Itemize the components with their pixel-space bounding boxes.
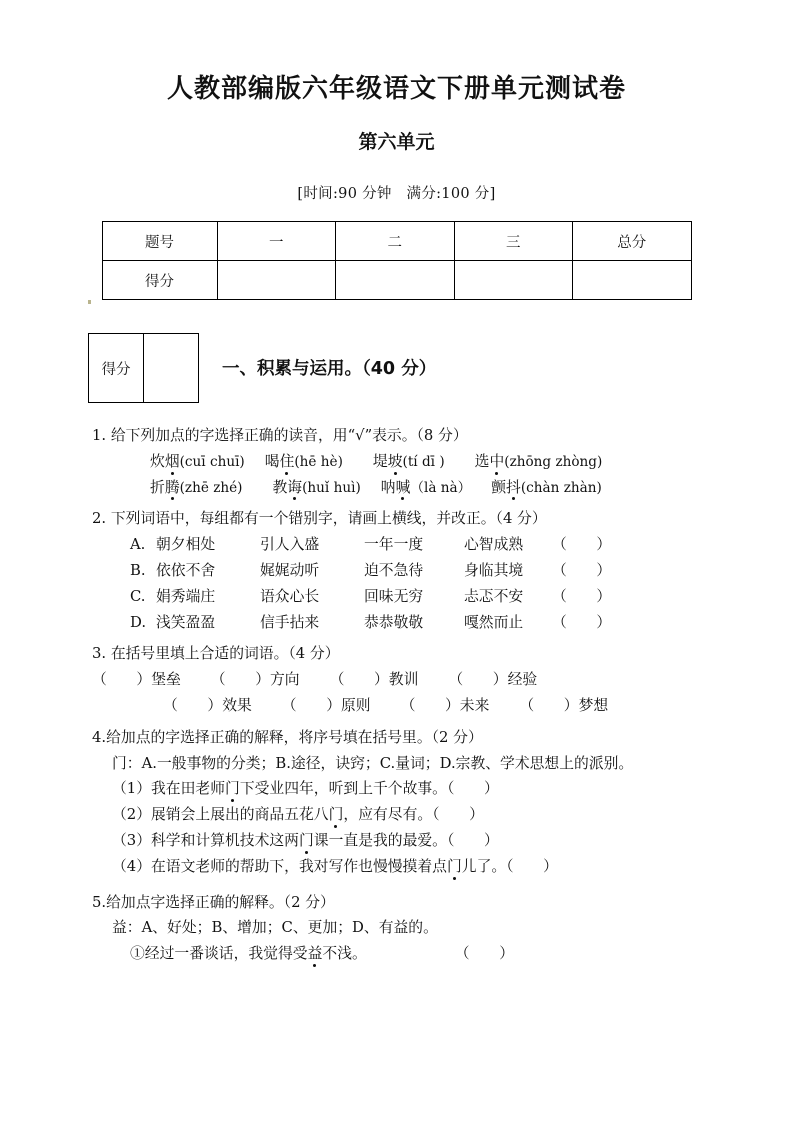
score-cell-2[interactable] bbox=[336, 261, 455, 300]
q4-item-4-answer[interactable]: （ ） bbox=[506, 857, 558, 875]
question-4-stem: 4.给加点的字选择正确的解释，将序号填在括号里。（2 分） bbox=[92, 728, 483, 746]
q5-item-1-answer[interactable]: （ ） bbox=[454, 945, 514, 963]
q2-option-d-item-1: 浅笑盈盈 bbox=[156, 613, 216, 631]
score-cell-4[interactable] bbox=[573, 261, 692, 300]
q2-option-a-item-1: 朝夕相处 bbox=[156, 536, 216, 554]
page-subtitle: 第六单元 bbox=[358, 131, 435, 153]
question-3-stem: 3. 在括号里填上合适的词语。（4 分） bbox=[92, 645, 340, 663]
q2-option-a-item-4: 心智成熟 bbox=[464, 536, 524, 554]
q1-item-3-pinyin[interactable]: (tí dī ) bbox=[402, 453, 445, 470]
q4-item-3-pre: （3）科学和计算机技术这两 bbox=[112, 831, 299, 849]
q2-option-c-tag: C. bbox=[130, 587, 146, 605]
q2-option-b-item-4: 身临其境 bbox=[464, 561, 524, 579]
q2-option-b-item-3: 迫不急待 bbox=[364, 561, 424, 579]
q2-option-d-answer[interactable]: （ ） bbox=[552, 613, 612, 631]
q1-item-4-pre: 选 bbox=[474, 452, 490, 470]
question-4-definition: 门：A.一般事物的分类；B.途径，诀窍；C.量词；D.宗教、学术思想上的派别。 bbox=[112, 754, 634, 772]
q2-option-a-tag: A. bbox=[130, 536, 146, 554]
q1-item-1-dotchar: 烟 bbox=[164, 452, 180, 470]
question-4-item-2 bbox=[0, 808, 793, 823]
q3-blank-6[interactable]: （ ）原则 bbox=[281, 696, 371, 714]
q1-item-2-pinyin[interactable]: (hē hè) bbox=[294, 453, 343, 470]
page-title: 人教部编版六年级语文下册单元测试卷 bbox=[166, 74, 626, 104]
q1-item-2-pre: 喝 bbox=[264, 452, 280, 470]
q1-item-3 bbox=[373, 453, 445, 470]
q1-item-2-dotchar: 住 bbox=[279, 452, 295, 470]
q3-blank-2[interactable]: （ ）方向 bbox=[210, 671, 300, 689]
question-2 bbox=[0, 512, 793, 630]
q1-item-7-pre: 呐 bbox=[380, 478, 396, 496]
section-score-label: 得分 bbox=[89, 334, 144, 402]
score-table-header-2: 二 bbox=[336, 222, 455, 261]
q1-item-4-dotchar: 中 bbox=[489, 452, 505, 470]
question-2-option-a bbox=[0, 538, 793, 553]
stray-ink-mark bbox=[88, 300, 91, 304]
question-2-option-b bbox=[0, 561, 793, 579]
q2-option-b-tag: B. bbox=[130, 561, 146, 579]
q1-item-5-pre: 折 bbox=[150, 478, 165, 496]
score-cell-1[interactable] bbox=[217, 261, 336, 300]
question-4-item-4 bbox=[0, 857, 793, 875]
q1-item-8 bbox=[491, 479, 602, 496]
q2-option-a-answer[interactable]: （ ） bbox=[552, 536, 612, 554]
score-table-header-4: 总分 bbox=[573, 222, 692, 261]
table-row bbox=[102, 222, 691, 261]
questions-container bbox=[0, 403, 793, 962]
q4-item-4-dotchar: 门 bbox=[446, 857, 462, 875]
question-2-option-d bbox=[0, 613, 793, 631]
score-cell-3[interactable] bbox=[454, 261, 573, 300]
q2-option-c-item-4: 忐忑不安 bbox=[464, 587, 524, 605]
q2-option-a-item-3: 一年一度 bbox=[364, 536, 424, 554]
q2-option-b-item-1: 依依不舍 bbox=[156, 561, 216, 579]
q2-option-d-item-4: 嘎然而止 bbox=[464, 613, 524, 631]
q1-item-6-pinyin[interactable]: (huǐ huì) bbox=[302, 479, 361, 496]
question-2-stem: 2. 下列词语中，每组都有一个错别字，请画上横线，并改正。（4 分） bbox=[92, 510, 547, 528]
q1-item-2 bbox=[265, 453, 343, 470]
q4-item-3-answer[interactable]: （ ） bbox=[446, 831, 499, 849]
q4-item-1-post: 下受业四年，听到上千个故事。 bbox=[239, 780, 447, 798]
section-score-value[interactable] bbox=[144, 334, 198, 402]
q4-item-1-dotchar: 门 bbox=[225, 780, 240, 798]
q1-item-4 bbox=[475, 453, 603, 470]
q1-item-3-dotchar: 坡 bbox=[387, 452, 403, 470]
q4-item-1-pre: （1）我在田老师 bbox=[112, 780, 225, 798]
section-score-box bbox=[88, 333, 199, 403]
question-4-item-3 bbox=[0, 831, 793, 849]
q4-item-2-answer[interactable]: （ ） bbox=[432, 806, 484, 824]
q4-item-2-dotchar: 门 bbox=[328, 806, 344, 824]
q2-option-a-item-2: 引人入盛 bbox=[260, 536, 320, 554]
question-3-row-1 bbox=[0, 673, 793, 688]
section-title: 一、积累与运用。（40 分） bbox=[222, 359, 437, 379]
q1-item-8-pinyin[interactable]: (chàn zhàn) bbox=[520, 479, 602, 496]
q2-option-c-answer[interactable]: （ ） bbox=[552, 587, 612, 605]
q5-item-1-post: 不浅。 bbox=[322, 945, 367, 963]
question-3 bbox=[0, 647, 793, 713]
q1-item-3-pre: 堤 bbox=[372, 452, 388, 470]
q1-item-5 bbox=[150, 479, 242, 496]
question-3-row-2 bbox=[0, 696, 793, 714]
question-4-item-1 bbox=[0, 782, 793, 797]
q1-item-7-dotchar: 喊 bbox=[395, 478, 411, 496]
q4-item-3-dotchar: 门 bbox=[298, 831, 314, 849]
question-5 bbox=[0, 893, 793, 963]
q5-item-1-pre: ①经过一番谈话，我觉得受 bbox=[130, 945, 308, 963]
q4-item-4-pre: （4）在语文老师的帮助下，我对写作也慢慢摸着点 bbox=[112, 857, 447, 875]
exam-meta-line: [时间:90 分钟 满分:100 分] bbox=[297, 186, 496, 202]
score-table-header-1: 一 bbox=[217, 222, 336, 261]
q2-option-d-tag: D. bbox=[130, 613, 147, 631]
section-header bbox=[0, 333, 793, 403]
table-row bbox=[102, 261, 691, 300]
q2-option-d-item-3: 恭恭敬敬 bbox=[364, 613, 424, 631]
q1-item-7 bbox=[381, 479, 471, 496]
q1-item-1-pinyin[interactable]: (cuī chuī) bbox=[179, 453, 245, 470]
q1-item-6 bbox=[272, 479, 360, 496]
q3-blank-4[interactable]: （ ）经验 bbox=[448, 671, 538, 689]
question-5-item-1 bbox=[0, 947, 793, 962]
q1-item-4-pinyin[interactable]: (zhōng zhòng) bbox=[504, 453, 603, 470]
q2-option-b-answer[interactable]: （ ） bbox=[552, 561, 612, 579]
q1-item-5-pinyin[interactable]: (zhē zhé) bbox=[179, 479, 243, 496]
score-table-header-3: 三 bbox=[454, 222, 573, 261]
q5-item-1-dotchar: 益 bbox=[307, 945, 323, 963]
q2-option-c-item-1: 娟秀端庄 bbox=[156, 587, 216, 605]
q3-blank-1[interactable]: （ ）堡垒 bbox=[92, 671, 181, 689]
q4-item-1-answer[interactable]: （ ） bbox=[446, 780, 499, 798]
q3-blank-8[interactable]: （ ）梦想 bbox=[519, 696, 609, 714]
q1-item-6-pre: 教 bbox=[272, 478, 288, 496]
question-5-stem: 5.给加点字选择正确的解释。（2 分） bbox=[92, 893, 335, 911]
q1-item-5-dotchar: 腾 bbox=[164, 478, 180, 496]
q1-item-1 bbox=[150, 453, 245, 470]
question-1 bbox=[0, 429, 793, 495]
q3-blank-5[interactable]: （ ）效果 bbox=[163, 696, 252, 714]
q3-blank-7[interactable]: （ ）未来 bbox=[400, 696, 490, 714]
question-4 bbox=[0, 728, 793, 875]
q1-item-8-pre: 颤 bbox=[491, 478, 507, 496]
q2-option-c-item-3: 回味无穷 bbox=[364, 587, 424, 605]
q1-item-6-dotchar: 诲 bbox=[287, 478, 303, 496]
question-1-row-2 bbox=[0, 478, 793, 496]
q1-item-8-dotchar: 抖 bbox=[506, 478, 521, 496]
question-5-definition: 益：A、好处；B、增加；C、更加；D、有益的。 bbox=[112, 919, 438, 937]
q4-item-2-post: ，应有尽有。 bbox=[343, 806, 433, 824]
score-table-row-label: 得分 bbox=[102, 261, 217, 300]
q2-option-c-item-2: 语众心长 bbox=[260, 587, 320, 605]
q3-blank-3[interactable]: （ ）教训 bbox=[329, 671, 419, 689]
q1-item-1-pre: 炊 bbox=[150, 452, 165, 470]
score-table bbox=[102, 221, 692, 300]
q4-item-3-post: 课一直是我的最爱。 bbox=[313, 831, 447, 849]
question-1-stem: 1. 给下列加点的字选择正确的读音，用“√”表示。（8 分） bbox=[92, 427, 468, 444]
score-table-header-0: 题号 bbox=[102, 222, 217, 261]
q2-option-d-item-2: 信手拈来 bbox=[260, 613, 320, 631]
q2-option-b-item-2: 娓娓动听 bbox=[260, 561, 320, 579]
question-1-row-1 bbox=[0, 452, 793, 470]
q4-item-2-pre: （2）展销会上展出的商品五花八 bbox=[112, 806, 329, 824]
q1-item-7-pinyin[interactable]: （là nà） bbox=[410, 479, 472, 496]
score-table-wrapper bbox=[0, 203, 793, 300]
question-2-option-c bbox=[0, 587, 793, 605]
q4-item-4-post: 儿了。 bbox=[461, 857, 507, 875]
